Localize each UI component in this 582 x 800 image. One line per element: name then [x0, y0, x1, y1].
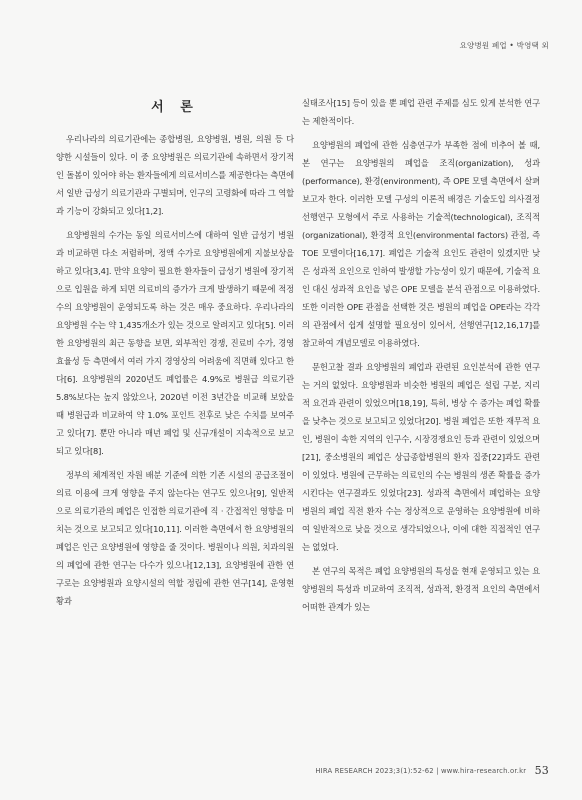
- body-paragraph: 요양병원의 폐업에 관한 심층연구가 부족한 점에 비추어 볼 때, 본 연구는 요양병원의 폐업을 조직(organization), 성과(performance), 환경(environment), 즉 OPE 모델 측면에서 살펴보고자 한다. 이러한 모델 구성의 이론적 배경은 기술도입 의사결정 선행연구 모형에서 주로 사용하는 기술적(technological), 조직적(organizational), 환경적 요인(environmental factors) 관점, 즉 TOE 모델이다[16,17]. 폐업은 기술적 요인도 관련이 있겠지만 낮은 성과적 요인으로 인하여 발생할 가능성이 있기 때문에, 기술적 요인 대신 성과적 요인을 넣은 OPE 모델을 분석 관점으로 이용하였다. 또한 이러한 OPE 관점을 선택한 것은 병원의 폐업을 OPE라는 각각의 관점에서 쉽게 설명할 필요성이 있어서, 선행연구[12,16,17]를 참고하여 개념모델로 이용하였다.: [302, 140, 540, 348]
- body-paragraph: 요양병원의 수가는 동일 의료서비스에 대하여 일반 급성기 병원과 비교하면 다소 저렴하며, 정액 수가로 요양병원에게 지불보상을 하고 있다[3,4]. 만약 요양이 필요한 환자들이 급성기 병원에 장기적으로 입원을 하게 되면 의료비의 증가가 크게 발생하기 때문에 적정 수의 요양병원이 운영되도록 하는 것은 매우 중요하다. 우리나라의 요양병원 수는 약 1,435개소가 있는 것으로 알려지고 있다[5]. 이러한 요양병원의 최근 동향을 보면, 외부적인 경쟁, 진료비 수가, 경영 효율성 등 측면에서 여러 가지 경영상의 어려움에 직면해 있다고 한다[6]. 요양병원의 2020년도 폐업률은 4.9%로 병원급 의료기관 5.8%보다는 높지 않았으나, 2020년 이전 3년간을 비교해 보았을 때 병원급과 비교하여 약 1.0% 포인트 전후로 낮은 수치를 보여주고 있다[7]. 뿐만 아니라 매년 폐업 및 신규개설이 지속적으로 보고되고 있다[8].: [56, 230, 294, 456]
- right-column: [302, 94, 540, 616]
- page-footer: [315, 764, 549, 777]
- body-paragraph: 정부의 체계적인 자원 배분 기준에 의한 기존 시설의 공급조절이 의료 이용에 크게 영향을 주지 않는다는 연구도 있으나[9], 일반적으로 의료기관의 폐업은 인접한 의료기관에 직 · 간접적인 영향을 미치는 것으로 보고되고 있다[10,11]. 이러한 측면에서 한 요양병원의 폐업은 인근 요양병원에 영향을 줄 것이다. 병원이나 의원, 치과의원의 폐업에 관한 연구는 다수가 있으나[12,13], 요양병원에 관한 연구로는 요양병원과 요양시설의 역할 정립에 관한 연구[14], 운영현황과: [56, 470, 294, 606]
- body-paragraph: 문헌고찰 결과 요양병원의 폐업과 관련된 요인분석에 관한 연구는 거의 없었다. 요양병원과 비슷한 병원의 폐업은 설립 구분, 지리적 요건과 관련이 있었으며[18,19], 특히, 병상 수 증가는 폐업 확률을 낮추는 것으로 보고되고 있었다[20]. 병원 폐업은 또한 재무적 요인, 병원이 속한 지역의 인구수, 시장경쟁요인 등과 관련이 있었으며[21], 중소병원의 폐업은 상급종합병원의 환자 집중[22]과도 관련이 있었다. 병원에 근무하는 의료인의 수는 병원의 생존 확률을 증가시킨다는 연구결과도 있었다[23]. 성과적 측면에서 폐업하는 요양병원의 폐업 직전 환자 수는 정상적으로 운영하는 요양병원에 비하여 일반적으로 낮을 것으로 생각되었으나, 이에 대한 직접적인 연구는 없었다.: [302, 362, 540, 552]
- section-title: 서 론: [151, 100, 199, 115]
- body-paragraph: 우리나라의 의료기관에는 종합병원, 요양병원, 병원, 의원 등 다양한 시설들이 있다. 이 중 요양병원은 의료기관에 속하면서 장기적인 돌봄이 있어야 하는 환자들에게 의료서비스를 제공한다는 측면에서 일반 급성기 의료기관과 구별되며, 인구의 고령화에 따라 그 역할과 기능이 강화되고 있다[1,2].: [56, 134, 294, 216]
- body-paragraph: 본 연구의 목적은 폐업 요양병원의 특성을 현재 운영되고 있는 요양병원의 특성과 비교하여 조직적, 성과적, 환경적 요인의 측면에서 어떠한 관계가 있는: [302, 566, 540, 612]
- running-header: 요양병원 폐업 • 박영택 외: [459, 41, 549, 50]
- body-paragraph-continuation: 실태조사[15] 등이 있을 뿐 폐업 관련 주제를 심도 있게 분석한 연구는 제한적이다.: [302, 98, 540, 126]
- page-number: 53: [534, 764, 549, 777]
- journal-info: HIRA RESEARCH 2023;3(1):52-62 | www.hira-research.or.kr: [315, 767, 527, 775]
- left-column: [56, 94, 294, 610]
